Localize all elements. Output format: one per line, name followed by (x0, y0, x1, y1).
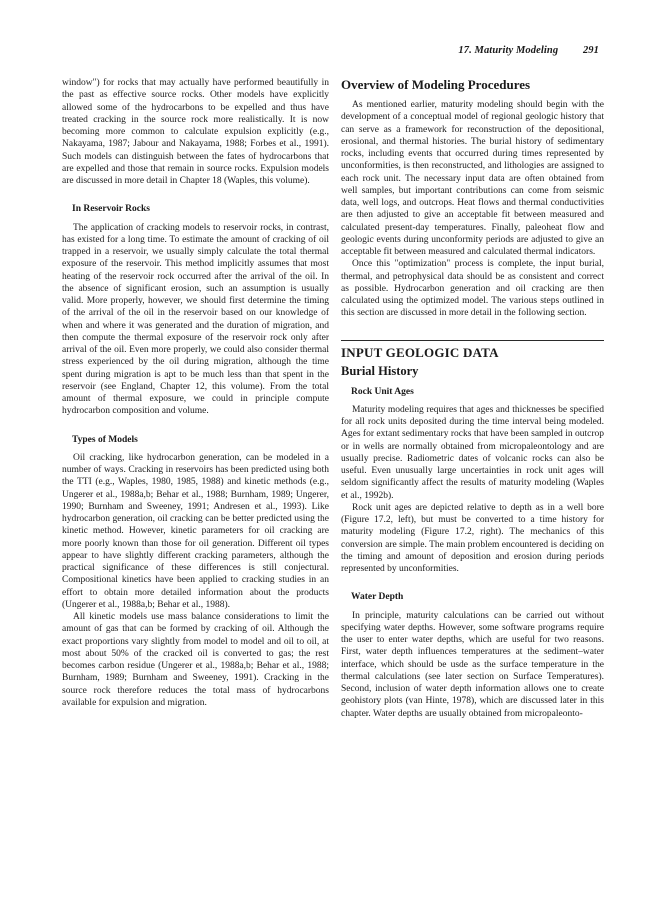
subheading-types-of-models: Types of Models (72, 434, 138, 445)
left-column (62, 77, 329, 709)
paragraph: As mentioned earlier, maturity modeling should begin with the development of a conceptual model of regional geologic history that can serve as a framework for reconstruction of the depositional, erosional, and thermal histories. The burial history of sedimentary rocks, including events that occurred during times represented by unconformities, is then reconstructed, and lithologies are assigned to each rock unit. The necessary input data are often obtained from well samples, but important contributions can come from seismic data, well logs, and outcrops. Heat flows and thermal conductivities are then adjusted to give an acceptable fit between measured and calculated present-day temperatures. Finally, paleoheat flow and geologic events during unconformity periods are adjusted to give an acceptable fit between measured and calculated thermal indicators. (341, 100, 604, 257)
paragraph: The application of cracking models to reservoir rocks, in contrast, has existed for a long time. To estimate the amount of cracking of oil trapped in a reservoir, we usually simply calculate the total thermal exposure of the reservoir. This method implicitly assumes that most heating of the reservoir rock occurred after the arrival of the oil. In the absence of significant erosion, such an assumption is usually valid. More properly, however, we should first determine the timing of the arrival of the oil in the reservoir based on our knowledge of when and where it was generated and the duration of migration, and then compute the thermal exposure of the reservoir rock only after arrival of the oil. Even more properly, we could also consider thermal stress experienced by the oil during migration, although the time spent during migration is apt to be much less than that spent in the reservoir (see England, Chapter 12, this volume). From the total amount of thermal exposure, we could in principle compute hydrocarbon composition and volume. (62, 222, 329, 417)
right-column (341, 77, 604, 720)
paragraph: All kinetic models use mass balance considerations to limit the amount of gas that can be formed by cracking of oil. Although the exact proportions vary slightly from model to model and oil to oil, at most about 50% of the cracked oil is converted to gas; the rest becomes carbon residue (Ungerer et al., 1988a,b; Behar et al., 1988; Burnham, 1989; Burnham and Sweeney, 1991). Cracking in the source rock therefore reduces the total mass of hydrocarbons available for expulsion and migration. (62, 612, 329, 708)
subheading-in-reservoir-rocks: In Reservoir Rocks (72, 204, 150, 215)
section-heading-overview: Overview of Modeling Procedures (341, 77, 531, 92)
paragraph: Oil cracking, like hydrocarbon generation, can be modeled in a number of ways. Cracking in reservoirs has been predicted using both the TTI (e.g., Waples, 1980, 1985, 1988) and kinetic methods (e.g., Ungerer et al., 1988a,b; Behar et al., 1988; Burnham, 1989; Ungerer, 1990; Burnham and Sweeney, 1991; Andresen et al., 1993). Like hydrocarbon generation, oil cracking can be better predicted using the kinetic method. However, kinetic parameters for oil cracking are more poorly known than those for oil generation. Different oil types appear to have slightly different cracking parameters, although the practical significance of these differences is still conjectural. Compositional kinetics have been applied to cracking studies in an effort to obtain more detailed information about the products (Ungerer et al., 1988a,b; Behar et al., 1988). (62, 452, 329, 610)
section-divider (341, 340, 604, 341)
paragraph: Rock unit ages are depicted relative to depth as in a well bore (Figure 17.2, left), but must be converted to a time history for maturity modeling (Figure 17.2, right). The mechanics of this conversion are simple. The main problem encountered is deciding on the timing and amount of deposition and erosion during periods represented by unconformities. (341, 502, 604, 574)
paragraph: Once this "optimization" process is complete, the input burial, thermal, and petrophysical data should be as consistent and correct as possible. Hydrocarbon generation and oil cracking are then calculated using the optimized model. The various steps outlined in this section are discussed in more detail in the following section. (341, 259, 604, 319)
page-number: 291 (582, 45, 599, 56)
paragraph: Maturity modeling requires that ages and thicknesses be specified for all rock units deposited during the time interval being modeled. Ages for extant sedimentary rocks that have been sampled in outcrop or in wells are normally obtained from micropaleontology and are usually precise. Radiometric dates of volcanic rocks can also be useful. Even unusually large uncertainties in rock unit ages will seldom significantly affect the results of maturity modeling (Waples et al., 1992b). (341, 404, 604, 501)
subheading-water-depth: Water Depth (351, 592, 404, 603)
major-heading-input-geologic-data: INPUT GEOLOGIC DATA (341, 344, 499, 360)
subheading-rock-unit-ages: Rock Unit Ages (351, 386, 414, 397)
running-head (458, 45, 599, 56)
paragraph: window") for rocks that may actually have performed beautifully in the past as effective source rocks. Other models have explicitly allowed some of the hydrocarbons to be expelled and thus have treated cracking in the source rock more realistically. It is now becoming more common to calculate expulsion explicitly (e.g., Nakayama, 1987; Jabour and Nakayama, 1988; Forbes et al., 1991). Such models can distinguish between the fates of hydrocarbons that are expelled and those that remain in source rocks. Expulsion models are discussed in more detail in Chapter 18 (Waples, this volume). (62, 78, 329, 186)
section-heading-burial-history: Burial History (341, 363, 419, 378)
chapter-title: 17. Maturity Modeling (458, 45, 559, 56)
paragraph: In principle, maturity calculations can be carried out without specifying water depths. However, some software programs require the user to enter water depths, which are useful for two reasons. First, water depth influences temperatures at the sediment–water interface, which should be usde as the surface temperature in the thermal calculations (see later section on Surface Temperatures). Second, inclusion of water depth information allows one to create geohistory plots (van Hinte, 1978), which are discussed later in this chapter. Water depths are usually obtained from micropaleonto- (341, 610, 604, 719)
